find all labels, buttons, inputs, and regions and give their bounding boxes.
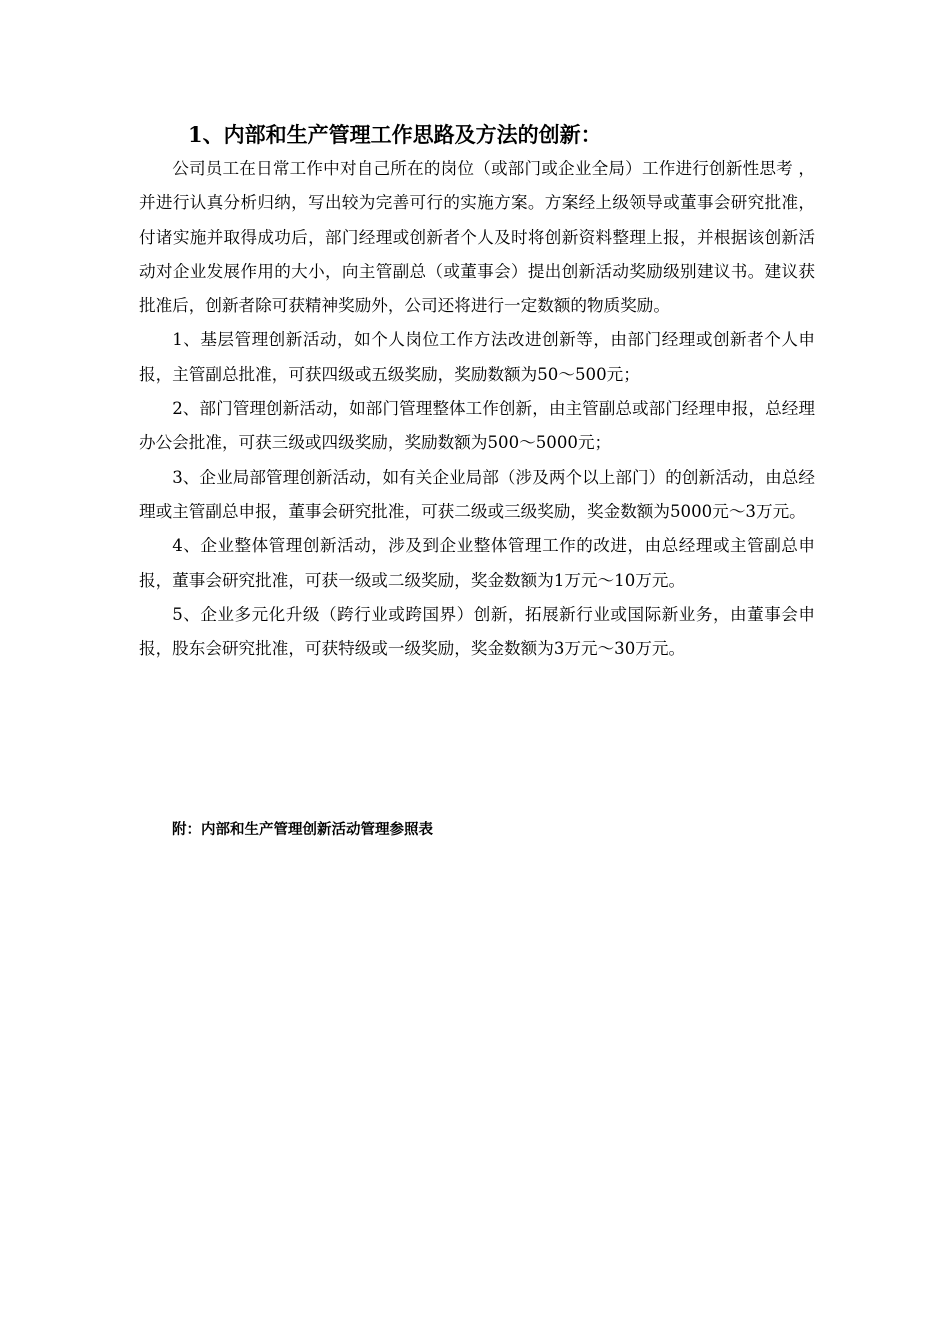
list-item: 1、基层管理创新活动，如个人岗位工作方法改进创新等，由部门经理或创新者个人申报，主管副总批准，可获四级或五级奖励，奖励数额为50～500元； — [139, 330, 815, 384]
document-body — [139, 152, 815, 666]
appendix-note: 附：内部和生产管理创新活动管理参照表 — [172, 822, 433, 838]
intro-paragraph: 公司员工在日常工作中对自己所在的岗位（或部门或企业全局）工作进行创新性思考 ，并进行认真分析归纳，写出较为完善可行的实施方案。方案经上级领导或董事会研究批准，付诸实施并取得成功后，部门经理或创新者个人及时将创新资料整理上报，并根据该创新活动对企业发展作用的大小，向主管副总（或董事会）提出创新活动奖励级别建议书。建议获批准后，创新者除可获精神奖励外，公司还将进行一定数额的物质奖励。 — [139, 159, 815, 316]
list-item: 5、企业多元化升级（跨行业或跨国界）创新，拓展新行业或国际新业务，由董事会申报，股东会研究批准，可获特级或一级奖励，奖金数额为3万元～30万元。 — [139, 604, 815, 659]
list-item: 2、部门管理创新活动，如部门管理整体工作创新，由主管副总或部门经理申报，总经理办公会批准，可获三级或四级奖励，奖励数额为500～5000元； — [139, 399, 815, 453]
list-item: 4、企业整体管理创新活动，涉及到企业整体管理工作的改进，由总经理或主管副总申报，董事会研究批准，可获一级或二级奖励，奖金数额为1万元～10万元。 — [139, 536, 815, 590]
list-item: 3、企业局部管理创新活动，如有关企业局部（涉及两个以上部门）的创新活动，由总经理或主管副总申报，董事会研究批准，可获二级或三级奖励，奖金数额为5000元～3万元。 — [139, 467, 815, 521]
section-heading: 1、内部和生产管理工作思路及方法的创新： — [188, 122, 602, 147]
